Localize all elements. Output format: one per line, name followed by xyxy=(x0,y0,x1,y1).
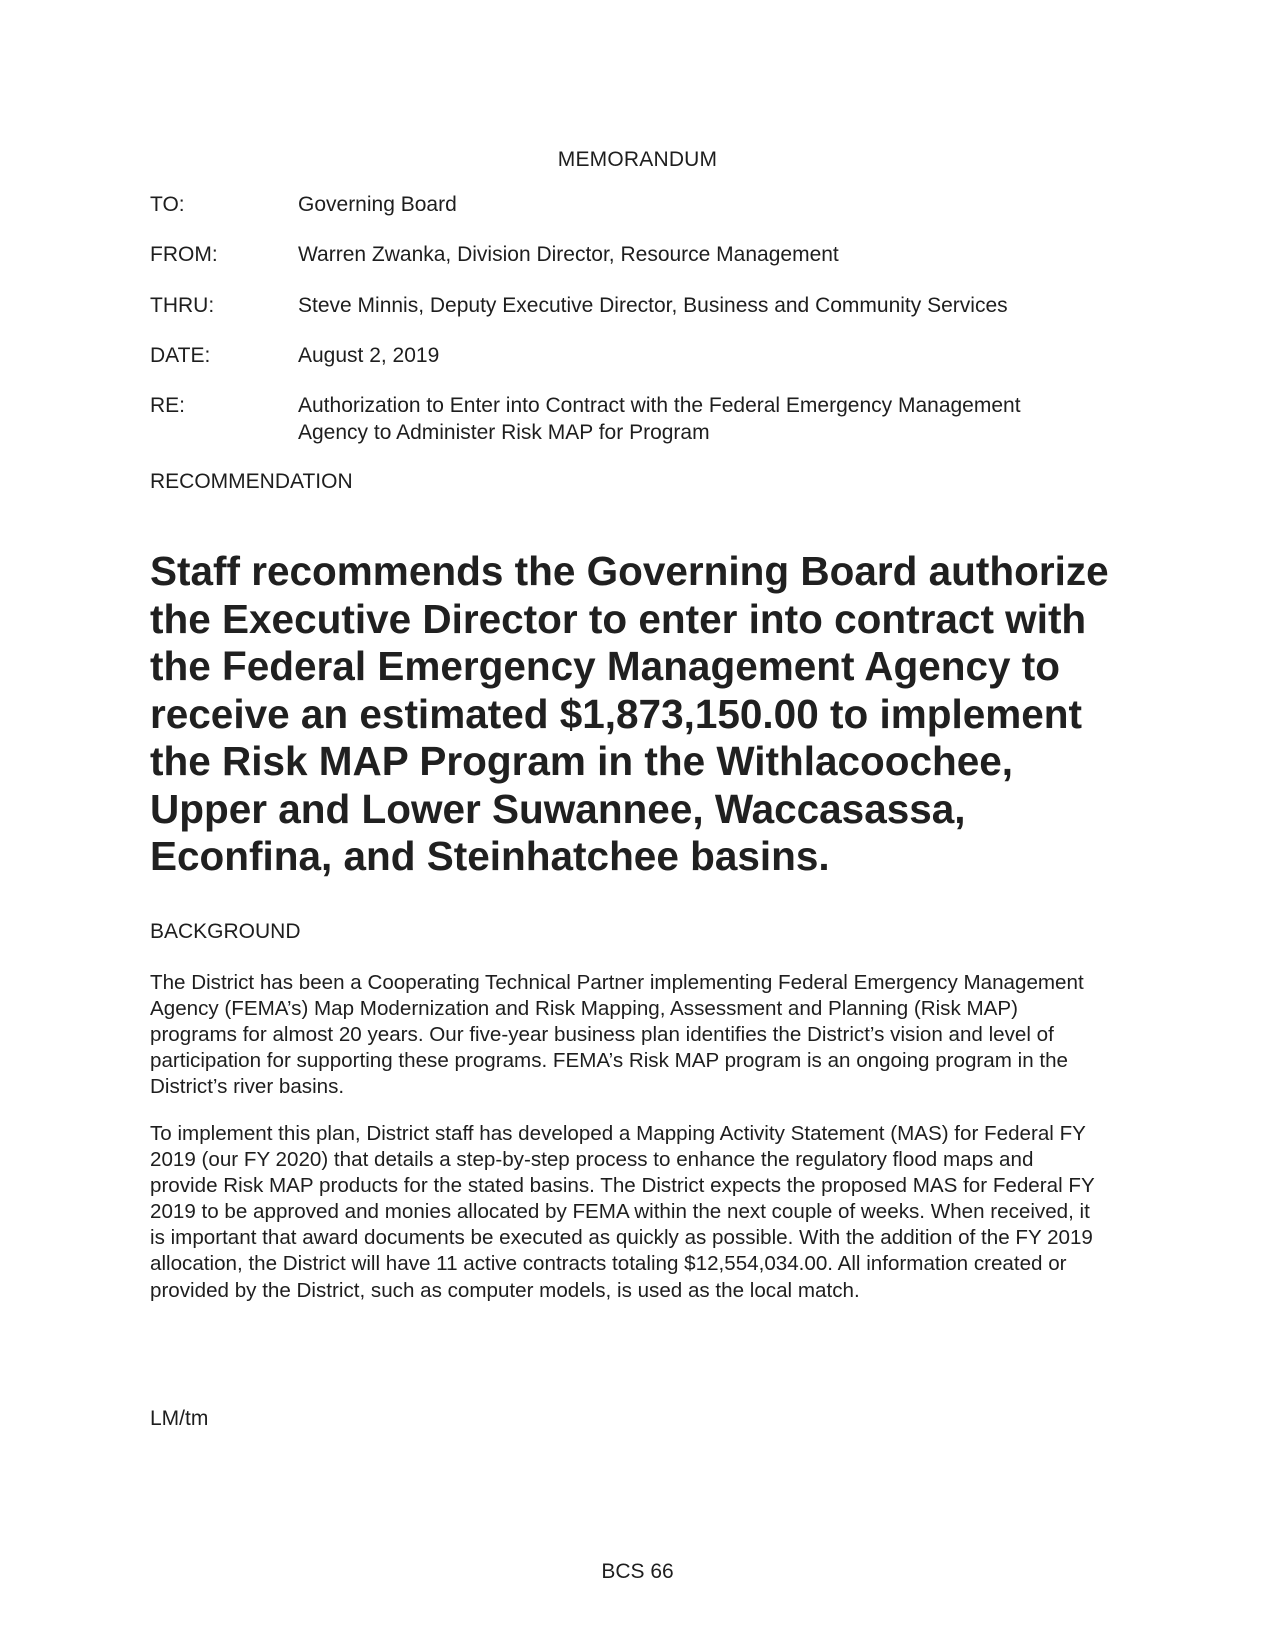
background-paragraph-1: The District has been a Cooperating Technical Partner implementing Federal Emergency Management Agency (FEMA’s) Map Modernization and Risk Mapping, Assessment and Planning (Risk MAP) programs for almost 20 years. Our five-year business plan identifies the District’s vision and level of participation for supporting these programs. FEMA’s Risk MAP program is an ongoing program in the District’s river basins. xyxy=(150,971,1084,1099)
thru-label: THRU: xyxy=(150,294,215,317)
background-heading: BACKGROUND xyxy=(150,920,301,943)
to-value: Governing Board xyxy=(298,193,457,216)
from-value: Warren Zwanka, Division Director, Resource Management xyxy=(298,243,839,266)
date-label: DATE: xyxy=(150,344,211,367)
recommendation-text: Staff recommends the Governing Board authorize the Executive Director to enter into contract with the Federal Emergency Management Agency to receive an estimated $1,873,150.00 to implement the Risk MAP Program in the Withlacoochee, Upper and Lower Suwannee, Waccasassa, Econfina, and Steinhatchee basins. xyxy=(150,548,1109,879)
from-label: FROM: xyxy=(150,243,218,266)
date-value: August 2, 2019 xyxy=(298,344,440,367)
page-number: BCS 66 xyxy=(601,1560,674,1583)
memo-title: MEMORANDUM xyxy=(557,148,718,171)
to-label: TO: xyxy=(150,193,185,216)
thru-value: Steve Minnis, Deputy Executive Director, Business and Community Services xyxy=(298,294,1008,317)
background-paragraph-2: To implement this plan, District staff has developed a Mapping Activity Statement (MAS) for Federal FY 2019 (our FY 2020) that details a step-by-step process to enhance the regulatory flood maps and provide Risk MAP products for the stated basins. The District expects the proposed MAS for Federal FY 2019 to be approved and monies allocated by FEMA within the next couple of weeks. When received, it is important that award documents be executed as quickly as possible. With the addition of the FY 2019 allocation, the District will have 11 active contracts totaling $12,554,034.00. All information created or provided by the District, such as computer models, is used as the local match. xyxy=(150,1122,1095,1302)
re-value: Authorization to Enter into Contract with the Federal Emergency Management Agency to Administer Risk MAP for Program xyxy=(298,394,1021,444)
recommendation-heading: RECOMMENDATION xyxy=(150,470,353,493)
re-label: RE: xyxy=(150,394,186,417)
author-initials: LM/tm xyxy=(150,1407,209,1430)
